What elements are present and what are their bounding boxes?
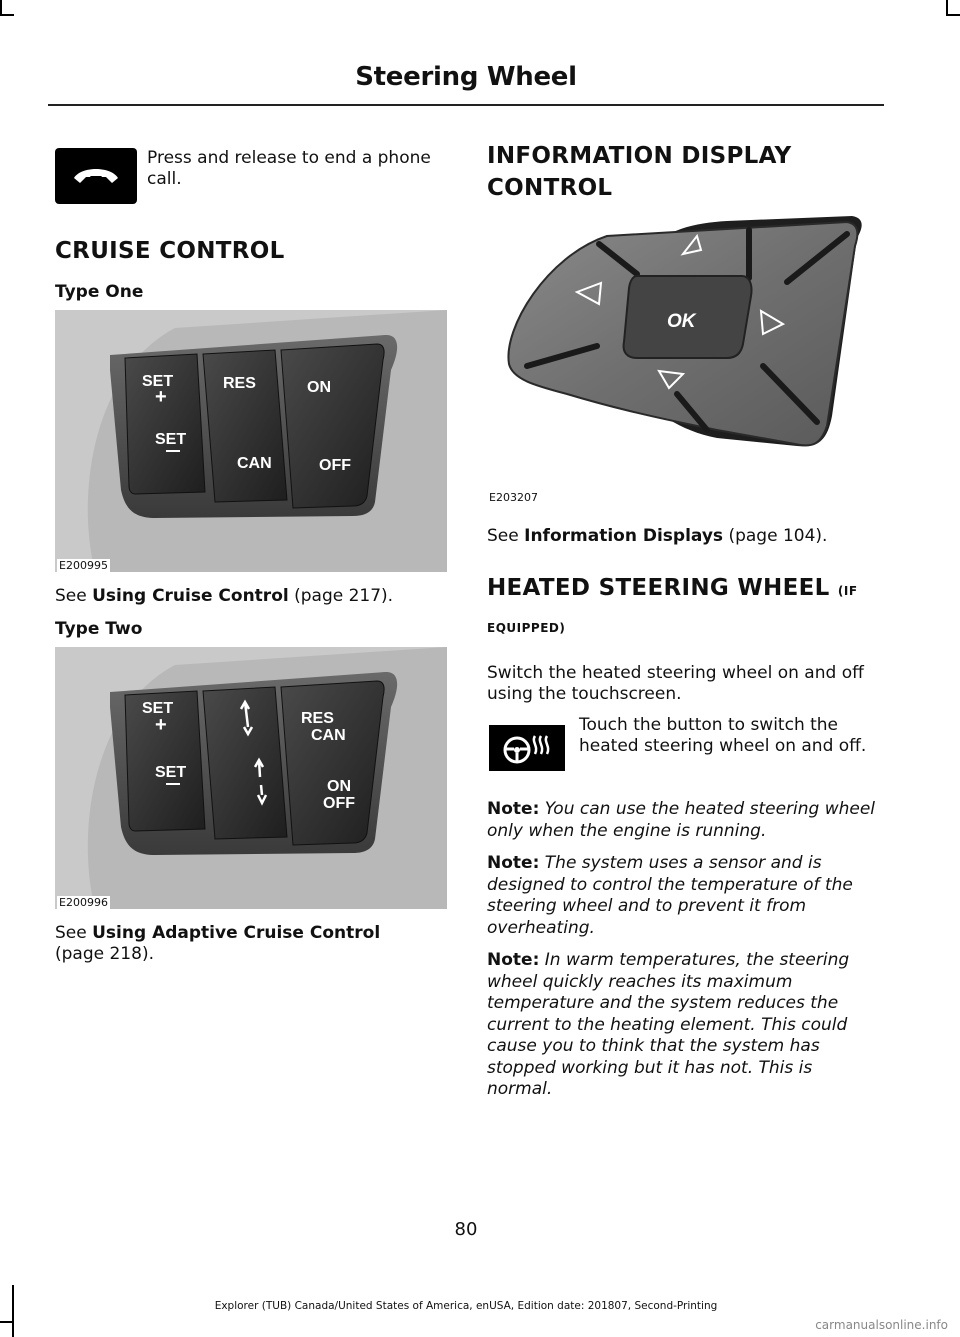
using-cruise-control-link[interactable]: Using Cruise Control <box>92 586 289 606</box>
on-label: ON <box>327 778 351 795</box>
off-label: OFF <box>323 795 355 812</box>
cruise-type-one-image <box>55 310 447 572</box>
type-one-heading: Type One <box>55 282 144 302</box>
type-one-reference: See Using Cruise Control (page 217). <box>55 586 394 606</box>
res-label: RES <box>223 375 256 392</box>
phone-hang-up-icon <box>55 148 137 204</box>
set-plus-label: SET <box>142 700 174 717</box>
set-minus-label: SET <box>155 764 187 781</box>
figure-id: E200995 <box>59 559 108 572</box>
heated-intro: Switch the heated steering wheel on and off using the touchscreen. <box>487 663 864 704</box>
heated-steering-wheel-icon <box>489 725 565 771</box>
phone-end-row <box>55 140 447 210</box>
heated-icon-row <box>487 715 879 785</box>
figure-id: E203207 <box>489 491 538 504</box>
page-number: 80 <box>454 1219 478 1240</box>
header-divider <box>48 104 884 106</box>
note-3: Note: In warm temperatures, the steering wheel quickly reaches its maximum temperature and the system reduces the current to the heating element. This could cause you to think that the system has stopped working but it has not. This is normal. <box>487 950 850 1099</box>
note-2: Note: The system uses a sensor and is designed to control the temperature of the steering wheel and to prevent it from overheating. <box>487 853 853 938</box>
type-two-heading: Type Two <box>55 619 143 639</box>
res-label: RES <box>301 710 334 727</box>
information-display-reference: See Information Displays (page 104). <box>487 526 828 546</box>
can-label: CAN <box>311 727 346 744</box>
page-title: Steering Wheel <box>355 62 577 92</box>
crop-mark <box>946 0 948 14</box>
ok-label: OK <box>667 311 696 332</box>
off-label: OFF <box>319 457 351 474</box>
phone-end-text: Press and release to end a phone call. <box>147 148 431 189</box>
crop-mark <box>0 14 14 16</box>
crop-mark <box>946 14 960 16</box>
heated-steering-wheel-heading: HEATED STEERING WHEEL (IF EQUIPPED) <box>487 575 858 635</box>
edition-info: Explorer (TUB) Canada/United States of America, enUSA, Edition date: 201807, Second-Printing <box>214 1300 718 1312</box>
figure-id: E200996 <box>59 896 108 909</box>
using-adaptive-cruise-control-link[interactable]: Using Adaptive Cruise Control <box>92 923 381 943</box>
on-label: ON <box>307 379 331 396</box>
svg-text:+: + <box>155 386 167 408</box>
right-column <box>487 140 879 1101</box>
can-label: CAN <box>237 455 272 472</box>
svg-text:+: + <box>155 714 167 736</box>
left-column <box>55 140 447 965</box>
heated-icon-text: Touch the button to switch the heated steering wheel on and off. <box>579 715 867 756</box>
information-display-heading: INFORMATION DISPLAY CONTROL <box>487 143 792 201</box>
cruise-type-two-image <box>55 647 447 909</box>
cruise-control-heading: CRUISE CONTROL <box>55 238 285 264</box>
information-displays-link[interactable]: Information Displays <box>524 526 724 546</box>
information-display-control-image <box>487 216 879 506</box>
set-plus-label: SET <box>142 373 174 390</box>
crop-mark <box>0 0 2 14</box>
set-minus-label: SET <box>155 431 187 448</box>
note-1: Note: You can use the heated steering wheel only when the engine is running. <box>487 799 876 841</box>
type-two-reference: See Using Adaptive Cruise Control (page 218). <box>55 923 381 964</box>
watermark: carmanualsonline.info <box>815 1318 948 1332</box>
